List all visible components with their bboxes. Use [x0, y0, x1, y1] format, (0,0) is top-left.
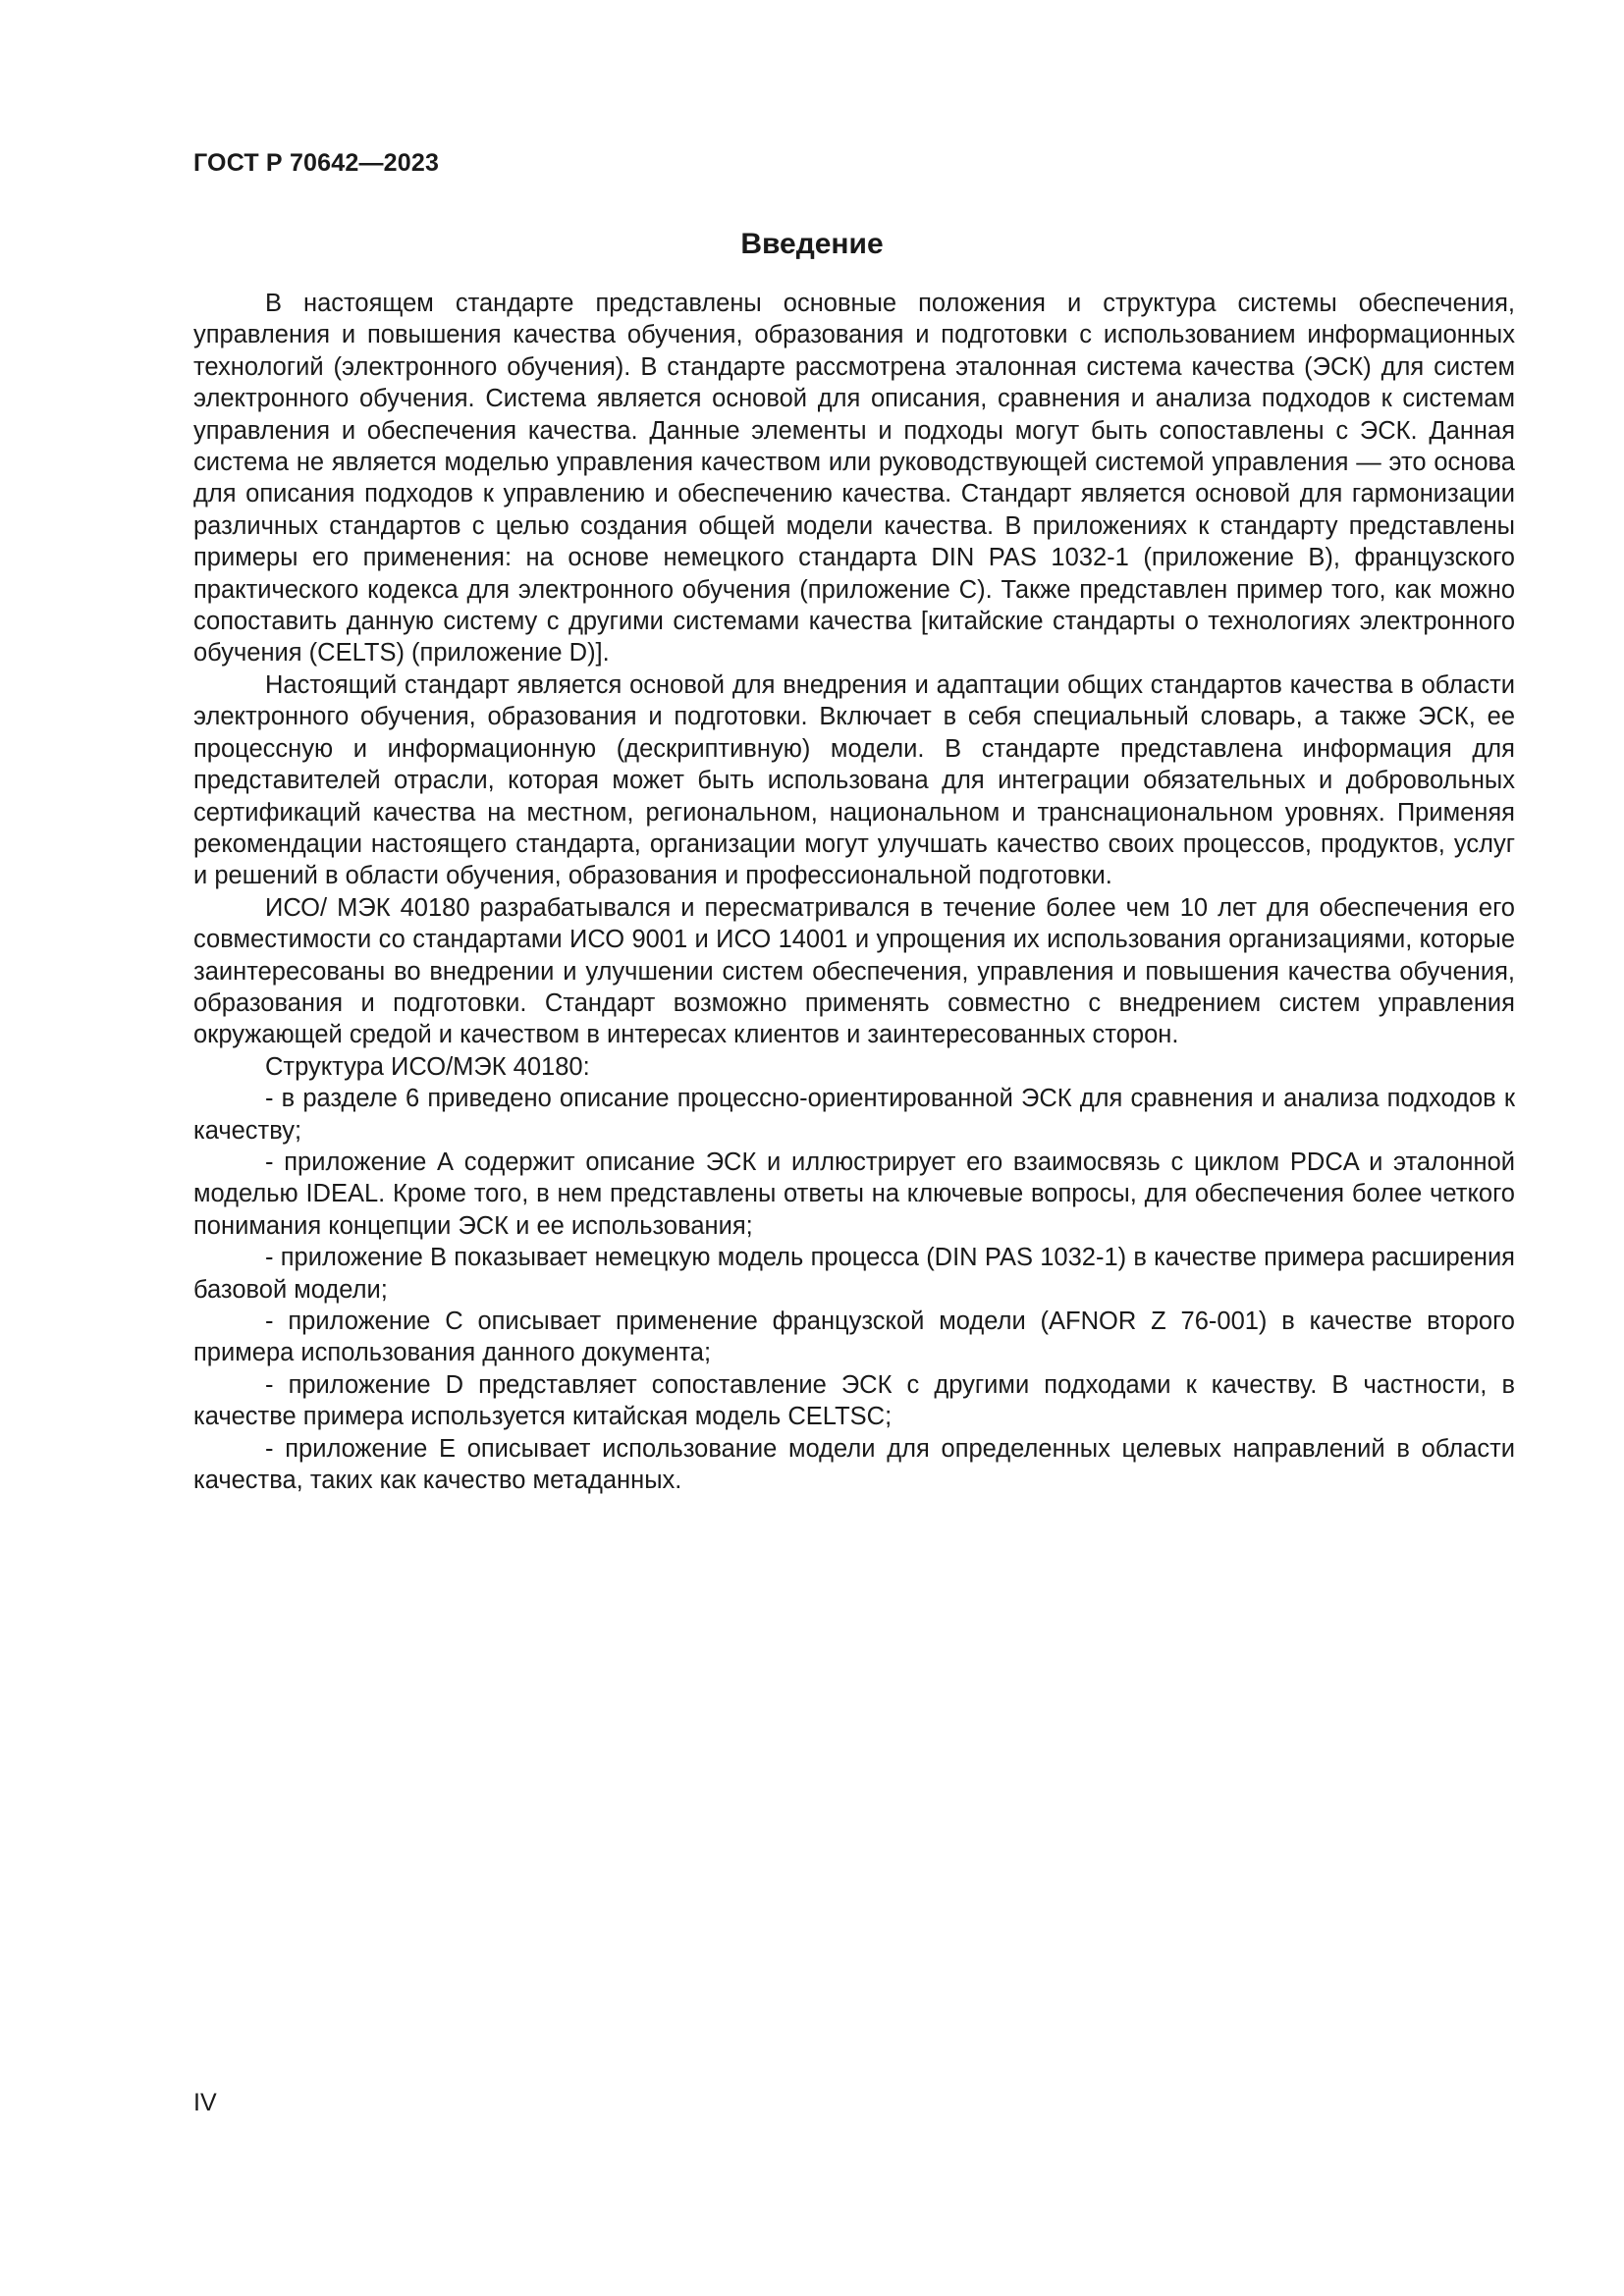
- paragraph-intro: В настоящем стандарте представлены основные положения и структура системы обеспечения, управления и повышения качества обучения, образования и подготовки с использованием информационных технологий (электронного обучения). В стандарте рассмотрена эталонная система качества (ЭСК) для систем электронного обучения. Система является основой для описания, сравнения и анализа подходов к системам управления и обеспечения качества. Данные элементы и подходы могут быть сопоставлены с ЭСК. Данная система не является моделью управления качеством или руководствующей системой управления — это основа для описания подходов к управлению и обеспечению качества. Стандарт является основой для гармонизации различных стандартов с целью создания общей модели качества. В приложениях к стандарту представлены примеры его применения: на основе немецкого стандарта DIN PAS 1032-1 (приложение В), французского практического кодекса для электронного обучения (приложение С). Также представлен пример того, как можно сопоставить данную систему с другими системами качества [китайские стандарты о технологиях электронного обучения (CELTS) (приложение D)].: [193, 290, 1515, 667]
- list-item-section-6: - в разделе 6 приведено описание процессно-ориентированной ЭСК для сравнения и анализа подходов к качеству;: [193, 1085, 1515, 1145]
- paragraph-foundation: Настоящий стандарт является основой для внедрения и адаптации общих стандартов качества в области электронного обучения, образования и подготовки. Включает в себя специальный словарь, а также ЭСК, ее процессную и информационную (дескриптивную) модели. В стандарте представлена информация для представителей отрасли, которая может быть использована для интеграции обязательных и добровольных сертификаций качества на местном, региональном, национальном и транснациональном уровнях. Применяя рекомендации настоящего стандарта, организации могут улучшать качество своих процессов, продуктов, услуг и решений в области обучения, образования и профессиональной подготовки.: [193, 670, 1515, 890]
- list-item-annex-c: - приложение С описывает применение французской модели (AFNOR Z 76-001) в качестве второго примера использования данного документа;: [193, 1308, 1515, 1367]
- section-title: Введение: [740, 228, 884, 260]
- list-item-annex-d: - приложение D представляет сопоставление ЭСК с другими подходами к качеству. В частности, в качестве примера используется китайская модель CELTSC;: [193, 1370, 1515, 1431]
- body-text: [193, 288, 1515, 1496]
- paragraph-history: ИСО/ МЭК 40180 разрабатывался и пересматривался в течение более чем 10 лет для обеспечения его совместимости со стандартами ИСО 9001 и ИСО 14001 и упрощения их использования организациями, которые заинтересованы во внедрении и улучшении систем обеспечения, управления и повышения качества обучения, образования и подготовки. Стандарт возможно применять совместно с внедрением систем управления окружающей средой и качеством в интересах клиентов и заинтересованных сторон.: [193, 893, 1515, 1049]
- page-header: ГОСТ Р 70642—2023: [193, 149, 440, 177]
- list-item-annex-a: - приложение А содержит описание ЭСК и иллюстрирует его взаимосвязь с циклом PDCA и эталонной моделью IDEAL. Кроме того, в нем представлены ответы на ключевые вопросы, для обеспечения более четкого понимания концепции ЭСК и ее использования;: [193, 1148, 1515, 1240]
- list-item-annex-b: - приложение В показывает немецкую модель процесса (DIN PAS 1032-1) в качестве примера расширения базовой модели;: [193, 1244, 1515, 1304]
- paragraph-structure-heading: Структура ИСО/МЭК 40180:: [265, 1052, 590, 1081]
- page-number: IV: [193, 2089, 217, 2116]
- list-item-annex-e: - приложение Е описывает использование модели для определенных целевых направлений в области качества, таких как качество метаданных.: [193, 1434, 1515, 1495]
